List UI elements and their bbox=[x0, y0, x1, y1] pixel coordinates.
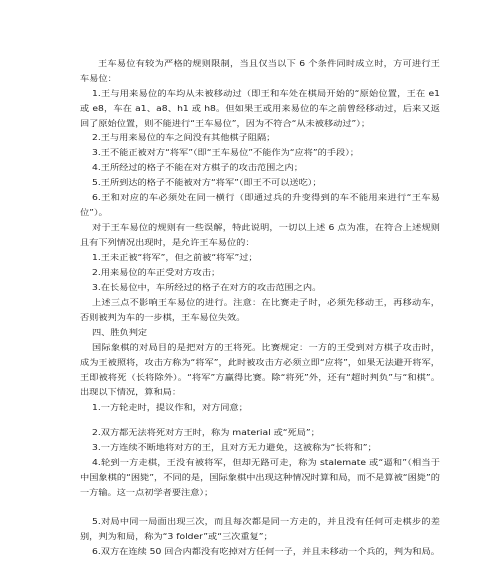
allowed-case-1: 1.王未正被“将军”，但之前被“将军”过； bbox=[92, 253, 258, 264]
draw-case-5: 5.对局中同一局面出现三次，而且每次都是同一方走的，并且没有任何可走棋步的差别，判为和局，称为“3 folder”或“三次重复”； bbox=[80, 517, 440, 542]
paragraph-move-order-note: 上述三点不影响王车易位的进行。注意：在比赛走子时，必须先移动王，再移动车，否则被判为车的一步棋，王车易位失效。 bbox=[80, 298, 440, 323]
draw-case-4: 4.轮到一方走棋，王没有被将军，但却无路可走，称为 stalemate 或“逼和”（相当于中国象棋的“困毙”，不同的是，国际象棋中出现这种情况时算和局，而不是算被“困毙”的一方输。这一点初学者要注意）； bbox=[80, 458, 440, 498]
allowed-case-3: 3.在长易位中，车所经过的格子在对方的攻击范围之内。 bbox=[92, 283, 322, 294]
allowed-case-2: 2.用来易位的车正受对方攻击； bbox=[92, 268, 221, 279]
paragraph-castling-intro: 王车易位有较为严格的规则限制，当且仅当以下 6 个条件同时成立时，方可进行王车易位： bbox=[80, 59, 440, 84]
castling-rule-6: 6.王和对应的车必须处在同一横行（即通过兵的升变得到的车不能用来进行“王车易位”）。 bbox=[80, 193, 440, 218]
draw-case-6: 6.双方在连续 50 回合内都没有吃掉对方任何一子，并且未移动一个兵的，判为和局。 bbox=[92, 547, 440, 557]
section-heading-result: 四、胜负判定 bbox=[92, 328, 148, 339]
castling-rule-5: 5.王所到达的格子不能被对方“将军”（即王不可以送吃）； bbox=[92, 178, 322, 188]
castling-rule-3: 3.王不能正被对方“将军”（即“王车易位”不能作为“应将”的手段）； bbox=[92, 148, 359, 158]
draw-case-1: 1.一方轮走时，提议作和，对方同意； bbox=[92, 403, 248, 413]
paragraph-castling-clarification: 对于王车易位的规则有一些误解，特此说明，一切以上述 6 点为准，在符合上述规则且有下列情况出现时，是允许王车易位的： bbox=[80, 223, 440, 248]
castling-rule-4: 4.王所经过的格子不能在对方棋子的攻击范围之内； bbox=[92, 163, 303, 173]
draw-case-2: 2.双方都无法将死对方王时，称为 material 或“死局”； bbox=[92, 428, 320, 438]
paragraph-checkmate-rules: 国际象棋的对局目的是把对方的王将死。比赛规定：一方的王受到对方棋子攻击时，成为王被照将，攻击方称为“将军”，此时被攻击方必须立即“应将”，如果无法避开将军，王即被将死（长将除外）。“将军”方赢得比赛。除“将死”外，还有“超时判负”与“和棋”。出现以下情况，算和局： bbox=[80, 343, 440, 398]
castling-rule-1: 1.王与用来易位的车均从未被移动过（即王和车处在棋局开始的“原始位置，王在 e1 或 e8，车在 a1、a8、h1 或 h8。但如果王或用来易位的车之前曾经移动过，后来又返回了原始位置，则不能进行“王车易位”，因为不符合“从未被移动过”）； bbox=[80, 89, 440, 129]
castling-rule-2: 2.王与用来易位的车之间没有其他棋子阻隔； bbox=[92, 133, 276, 143]
draw-case-3: 3.一方连续不断地将对方的王，且对方无力避免，这被称为“长将和”； bbox=[92, 443, 377, 453]
